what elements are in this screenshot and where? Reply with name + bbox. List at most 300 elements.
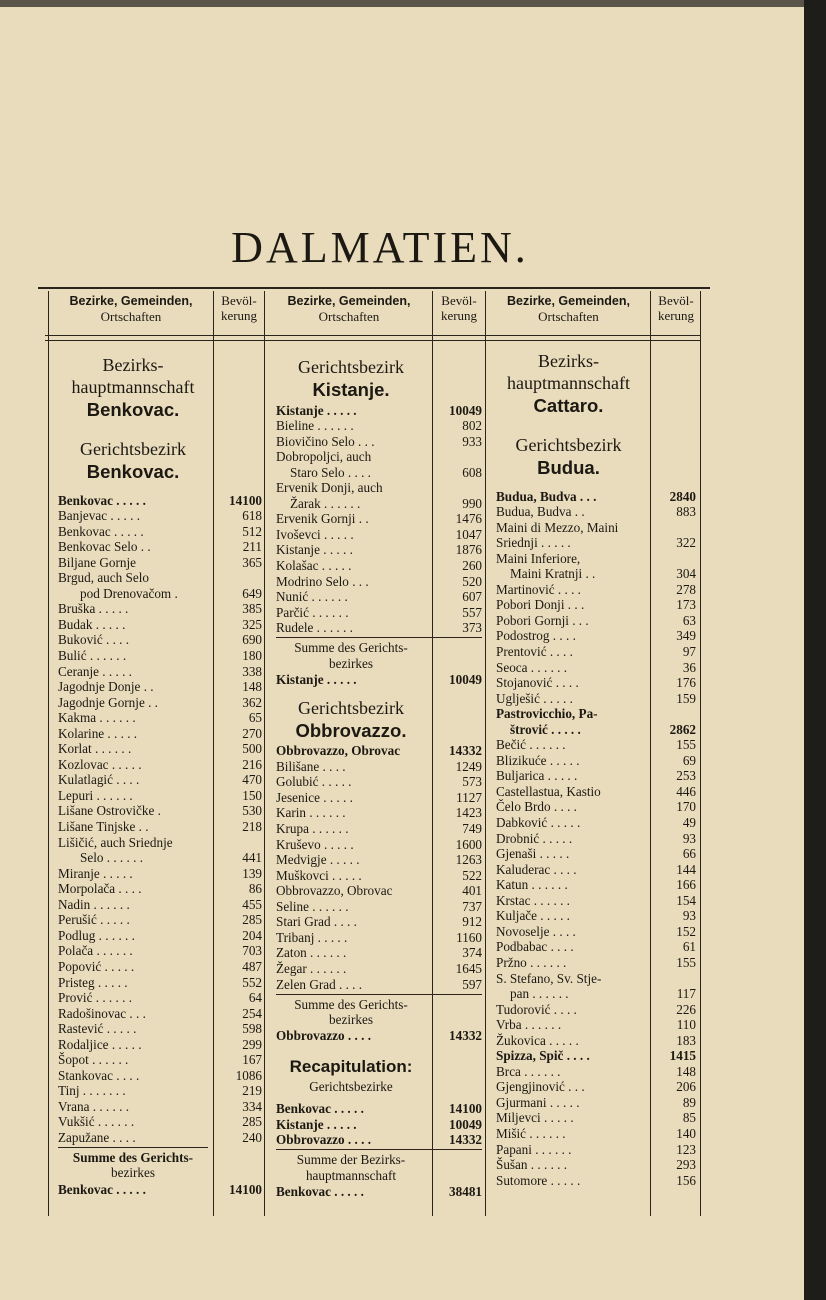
- table-row: [496, 612, 702, 628]
- place-name: Katun . . . . . .: [496, 877, 568, 893]
- population-value: 159: [676, 690, 696, 706]
- population-value: 608: [462, 464, 482, 480]
- sum-label: hauptmannschaft: [305, 1167, 397, 1183]
- place-name: Obbrovazzo . . . .: [276, 1132, 371, 1148]
- table-row: [58, 1052, 268, 1068]
- table-row: [58, 741, 268, 757]
- place-name: Buković . . . .: [58, 632, 130, 648]
- place-name: Castellastua, Kastio: [496, 783, 601, 799]
- population-value: 10049: [449, 402, 482, 418]
- population-value: 144: [676, 861, 696, 877]
- district-heading: hauptmannschaft: [71, 377, 195, 397]
- place-name: Parčić . . . . . .: [276, 604, 349, 620]
- table-row: [496, 1017, 702, 1033]
- population-value: 500: [242, 741, 262, 757]
- population-value: 512: [242, 523, 262, 539]
- population-value: 86: [248, 881, 262, 897]
- table-row: [58, 772, 268, 788]
- table-row: [496, 986, 702, 1002]
- population-value: 401: [462, 883, 482, 899]
- place-name: Bulić . . . . . .: [58, 648, 127, 664]
- table-row: [276, 1101, 488, 1117]
- place-name: Bieline . . . . . .: [276, 418, 354, 434]
- table-row: [58, 694, 268, 710]
- table-row: [496, 504, 702, 520]
- table-row: [276, 604, 488, 620]
- header-bottom-rule-2: [45, 340, 700, 341]
- population-value: 148: [242, 679, 262, 695]
- population-value: 69: [682, 752, 696, 768]
- population-value: 470: [242, 772, 262, 788]
- table-row: [496, 1032, 702, 1048]
- population-value: 293: [676, 1157, 696, 1173]
- table-row: [496, 877, 702, 893]
- population-value: 520: [462, 573, 482, 589]
- place-name: Nadin . . . . . .: [58, 896, 130, 912]
- place-name: Miljevci . . . . .: [496, 1110, 574, 1126]
- table-row: [496, 799, 702, 815]
- population-value: 649: [242, 585, 262, 601]
- place-name: Biljane Gornje: [58, 554, 137, 570]
- population-value: 93: [682, 830, 696, 846]
- population-value: 123: [676, 1141, 696, 1157]
- header-label: Bevöl-: [221, 293, 257, 308]
- place-name: Šušan . . . . . .: [496, 1157, 568, 1173]
- population-value: 14100: [449, 1101, 482, 1117]
- place-name: Zaton . . . . . .: [276, 945, 347, 961]
- population-value: 10049: [449, 1116, 482, 1132]
- sum-label: bezirkes: [329, 1012, 373, 1027]
- header-col1-name: [50, 293, 212, 324]
- place-name: Brgud, auch Selo: [58, 570, 149, 586]
- place-name: Gjenaši . . . . .: [496, 846, 570, 862]
- population-value: 446: [676, 783, 696, 799]
- population-value: 240: [242, 1129, 262, 1145]
- place-name: Sriednji . . . . .: [496, 535, 571, 551]
- place-name: Staro Selo . . . .: [290, 464, 371, 480]
- district-heading: Bezirks-: [538, 351, 599, 371]
- table-row: [276, 945, 488, 961]
- population-value: 140: [676, 1125, 696, 1141]
- place-name: Kistanje . . . . .: [276, 542, 353, 558]
- sum-value: 10049: [449, 671, 482, 687]
- place-name: Gjurmani . . . . .: [496, 1094, 580, 1110]
- header-label: Bezirke, Gemeinden,: [287, 294, 411, 308]
- place-name: Krstac . . . . . .: [496, 892, 570, 908]
- place-name: Kulatlagić . . . .: [58, 772, 140, 788]
- population-value: 1127: [456, 789, 482, 805]
- place-name: Novoselje . . . .: [496, 923, 576, 939]
- place-name: Medvigje . . . . .: [276, 852, 360, 868]
- population-value: 2840: [669, 488, 696, 504]
- place-name: Prović . . . . . .: [58, 990, 132, 1006]
- column-2: [276, 356, 488, 1199]
- place-name: Dabković . . . . .: [496, 815, 581, 831]
- population-value: 522: [462, 867, 482, 883]
- table-row: [496, 550, 702, 566]
- population-value: 204: [242, 927, 262, 943]
- table-row: [496, 721, 702, 737]
- population-value: 1086: [235, 1067, 262, 1083]
- place-name: Seoca . . . . . .: [496, 659, 568, 675]
- population-value: 65: [248, 710, 262, 726]
- table-row: [276, 511, 488, 527]
- sum-label: Summe des Gerichts-: [294, 640, 408, 656]
- sum-row: [276, 1028, 488, 1044]
- page-title: DALMATIEN.: [231, 223, 529, 272]
- table-row: [276, 852, 488, 868]
- place-name: Žegar . . . . . .: [276, 960, 347, 976]
- place-name: Žukovica . . . . .: [496, 1032, 579, 1048]
- table-row: [58, 912, 268, 928]
- table-row: [58, 1083, 268, 1099]
- table-row: [58, 585, 268, 601]
- header-sublabel: Ortschaften: [318, 309, 380, 324]
- book-spine-edge: [804, 0, 826, 1300]
- table-row: [58, 632, 268, 648]
- table-row: [58, 1067, 268, 1083]
- table-row: [58, 927, 268, 943]
- population-value: 349: [676, 628, 696, 644]
- place-name: Spizza, Spič . . . .: [496, 1048, 590, 1064]
- place-name: Benkovac . . . . .: [58, 523, 144, 539]
- table-row: [58, 834, 268, 850]
- place-name: Podbabac . . . .: [496, 939, 574, 955]
- table-row: [496, 706, 702, 722]
- place-name: Tudorović . . . .: [496, 1001, 577, 1017]
- place-name: Kruševo . . . . .: [276, 836, 354, 852]
- table-row: [276, 758, 488, 774]
- population-value: 170: [676, 799, 696, 815]
- population-value: 607: [462, 589, 482, 605]
- place-name: Jesenice . . . . .: [276, 789, 353, 805]
- place-name: Kakma . . . . . .: [58, 710, 136, 726]
- place-name: Kolarine . . . . .: [58, 725, 138, 741]
- table-row: [496, 628, 702, 644]
- population-value: 487: [242, 958, 262, 974]
- header-col2-pop: [433, 293, 485, 323]
- population-value: 304: [676, 566, 696, 582]
- population-value: 285: [242, 912, 262, 928]
- place-name: Pastrovicchio, Pa-: [496, 706, 598, 722]
- sum-label: bezirkes: [111, 1165, 155, 1181]
- place-name: Šopot . . . . . .: [58, 1052, 129, 1068]
- population-value: 990: [462, 495, 482, 511]
- place-name: Čelo Brdo . . . .: [496, 799, 577, 815]
- place-name: Morpolača . . . .: [58, 881, 142, 897]
- sum-rule: [276, 994, 482, 995]
- sum-row: [58, 1181, 268, 1197]
- header-label: Bezirke, Gemeinden,: [69, 294, 193, 308]
- table-row: [276, 960, 488, 976]
- place-name: Korlat . . . . . .: [58, 741, 132, 757]
- table-row: [496, 814, 702, 830]
- court-district-name: Obbrovazzo.: [295, 719, 407, 741]
- place-name: Podlug . . . . . .: [58, 927, 135, 943]
- table-row: [496, 659, 702, 675]
- population-value: 173: [676, 597, 696, 613]
- court-district-name: Kistanje.: [312, 379, 390, 400]
- population-value: 206: [676, 1079, 696, 1095]
- population-value: 455: [242, 896, 262, 912]
- district-name: Cattaro.: [533, 395, 604, 416]
- table-row: [276, 1132, 488, 1148]
- table-row: [58, 1036, 268, 1052]
- place-name: Biovičino Selo . . .: [276, 433, 375, 449]
- table-row: [276, 557, 488, 573]
- table-row: [58, 679, 268, 695]
- place-name: Vukšić . . . . . .: [58, 1114, 135, 1130]
- population-value: 253: [676, 768, 696, 784]
- place-name: Jagodnje Gornje . .: [58, 694, 158, 710]
- table-row: [58, 616, 268, 632]
- place-name: Karin . . . . . .: [276, 805, 346, 821]
- table-row: [276, 526, 488, 542]
- header-sublabel: Ortschaften: [538, 309, 599, 324]
- table-row: [496, 566, 702, 582]
- table-row: [496, 1079, 702, 1095]
- recapitulation-subheading: Gerichtsbezirke: [309, 1079, 393, 1095]
- header-col2-name: [266, 293, 432, 324]
- table-row: [276, 805, 488, 821]
- place-name: Ervenik Gornji . .: [276, 511, 369, 527]
- sum-rule: [276, 1149, 482, 1150]
- population-value: 49: [682, 815, 696, 831]
- table-row: [58, 787, 268, 803]
- population-value: 270: [242, 725, 262, 741]
- table-row: [496, 581, 702, 597]
- population-value: 597: [462, 976, 482, 992]
- population-value: 373: [462, 620, 482, 636]
- header-sublabel: kerung: [440, 308, 478, 323]
- table-row: [496, 1094, 702, 1110]
- place-name: Lepuri . . . . . .: [58, 787, 133, 803]
- table-row: [58, 818, 268, 834]
- place-name: Pobori Donji . . .: [496, 597, 585, 613]
- place-name: Sutomore . . . . .: [496, 1172, 581, 1188]
- header-bottom-rule: [45, 335, 700, 336]
- table-row: [496, 861, 702, 877]
- sum-row: [276, 671, 488, 687]
- table-row: [58, 756, 268, 772]
- place-name: Tinj . . . . . . .: [58, 1083, 126, 1099]
- population-value: 1600: [455, 836, 482, 852]
- table-row: [58, 554, 268, 570]
- place-name: Nunić . . . . . .: [276, 589, 348, 605]
- place-name: Lišičić, auch Sriednje: [58, 834, 173, 850]
- table-row: [496, 1157, 702, 1173]
- population-value: 1415: [669, 1048, 696, 1064]
- population-value: 365: [242, 554, 262, 570]
- place-name: Prentović . . . .: [496, 644, 573, 660]
- sum-label: Summe des Gerichts-: [294, 996, 408, 1012]
- top-rule: [38, 287, 710, 289]
- table-row: [496, 519, 702, 535]
- population-value: 1263: [455, 852, 482, 868]
- column-1: [58, 354, 268, 1197]
- sum-rule: [276, 637, 482, 638]
- population-value: 117: [676, 986, 696, 1002]
- place-name: Martinović . . . .: [496, 581, 581, 597]
- table-row: [496, 1110, 702, 1126]
- place-name: Tribanj . . . . .: [276, 929, 348, 945]
- population-value: 338: [242, 663, 262, 679]
- table-row: [496, 923, 702, 939]
- place-name: Stari Grad . . . .: [276, 914, 357, 930]
- population-value: 155: [676, 737, 696, 753]
- population-value: 322: [676, 535, 696, 551]
- population-value: 89: [682, 1094, 696, 1110]
- population-value: 385: [242, 601, 262, 617]
- table-row: [58, 725, 268, 741]
- place-name: Benkovac . . . . .: [58, 492, 146, 508]
- place-name: Selo . . . . . .: [80, 850, 144, 866]
- population-value: 573: [462, 774, 482, 790]
- population-value: 285: [242, 1114, 262, 1130]
- population-value: 150: [242, 787, 262, 803]
- table-row: [496, 1063, 702, 1079]
- population-value: 325: [242, 616, 262, 632]
- place-name: Golubić . . . . .: [276, 774, 352, 790]
- population-value: 1645: [455, 960, 482, 976]
- place-name: Lišane Tinjske . .: [58, 819, 149, 835]
- table-row: [496, 1141, 702, 1157]
- place-name: Kistanje . . . . .: [276, 402, 357, 418]
- population-value: 216: [242, 756, 262, 772]
- table-row: [276, 820, 488, 836]
- table-row: [58, 896, 268, 912]
- place-name: Kaluderac . . . .: [496, 861, 577, 877]
- table-row: [58, 570, 268, 586]
- place-name: Vrana . . . . . .: [58, 1098, 129, 1114]
- table-row: [276, 418, 488, 434]
- place-name: Kozlovac . . . . .: [58, 756, 142, 772]
- header-sublabel: kerung: [220, 308, 258, 323]
- population-value: 334: [242, 1098, 262, 1114]
- population-value: 176: [676, 675, 696, 691]
- place-name: Drobnić . . . . .: [496, 830, 573, 846]
- header-label: Bevöl-: [658, 293, 694, 308]
- population-value: 530: [242, 803, 262, 819]
- court-district-heading: Gerichtsbezirk: [298, 697, 404, 718]
- table-row: [58, 710, 268, 726]
- population-value: 183: [676, 1032, 696, 1048]
- table-row: [276, 867, 488, 883]
- place-name: Ivoševci . . . . .: [276, 526, 354, 542]
- table-row: [58, 850, 268, 866]
- court-district-name: Benkovac.: [86, 461, 180, 482]
- place-name: Vrba . . . . . .: [496, 1017, 562, 1033]
- table-row: [276, 976, 488, 992]
- place-name: Kuljače . . . . .: [496, 908, 570, 924]
- table-row: [276, 573, 488, 589]
- population-value: 66: [682, 846, 696, 862]
- header-sublabel: Ortschaften: [100, 309, 162, 324]
- table-row: [496, 970, 702, 986]
- population-value: 933: [462, 433, 482, 449]
- table-row: [276, 743, 488, 759]
- population-value: 219: [242, 1083, 262, 1099]
- population-value: 64: [248, 990, 262, 1006]
- place-name: Mišić . . . . . .: [496, 1125, 566, 1141]
- population-value: 226: [676, 1001, 696, 1017]
- table-row: [496, 1048, 702, 1064]
- table-row: [496, 783, 702, 799]
- sum-name: Benkovac . . . . .: [276, 1183, 364, 1199]
- place-name: štrović . . . . .: [510, 721, 581, 737]
- header-label: Bevöl-: [441, 293, 477, 308]
- district-name: Benkovac.: [86, 399, 180, 420]
- place-name: Buljarica . . . . .: [496, 768, 578, 784]
- table-row: [58, 663, 268, 679]
- recapitulation-heading: Recapitulation:: [289, 1057, 413, 1077]
- place-name: pod Drenovačom .: [80, 585, 178, 601]
- sum-row: [276, 1183, 488, 1199]
- population-value: 14100: [229, 492, 262, 508]
- table-row: [276, 589, 488, 605]
- place-name: Pristeg . . . . .: [58, 974, 128, 990]
- place-name: Pržno . . . . . .: [496, 954, 567, 970]
- population-value: 155: [676, 954, 696, 970]
- population-value: 36: [682, 659, 696, 675]
- place-name: Modrino Selo . . .: [276, 573, 369, 589]
- place-name: Seline . . . . . .: [276, 898, 349, 914]
- sum-name: Kistanje . . . . .: [276, 671, 357, 687]
- place-name: Ceranje . . . . .: [58, 663, 132, 679]
- table-row: [276, 898, 488, 914]
- table-row: [58, 1005, 268, 1021]
- population-value: 1249: [455, 758, 482, 774]
- table-row: [276, 1116, 488, 1132]
- place-name: Brca . . . . . .: [496, 1063, 561, 1079]
- place-name: Bruška . . . . .: [58, 601, 129, 617]
- place-name: pan . . . . . .: [510, 986, 569, 1002]
- place-name: Maini Inferiore,: [496, 550, 581, 566]
- header-col3-pop: [651, 293, 701, 323]
- table-row: [496, 908, 702, 924]
- population-value: 166: [676, 877, 696, 893]
- table-rows: [276, 402, 488, 635]
- population-value: 557: [462, 604, 482, 620]
- place-name: Rudele . . . . . .: [276, 620, 353, 636]
- population-value: 156: [676, 1172, 696, 1188]
- population-value: 260: [462, 558, 482, 574]
- place-name: Popović . . . . .: [58, 958, 135, 974]
- table-row: [58, 865, 268, 881]
- table-row: [496, 954, 702, 970]
- population-value: 278: [676, 581, 696, 597]
- place-name: Žarak . . . . . .: [290, 495, 361, 511]
- population-value: 2862: [669, 721, 696, 737]
- table-row: [496, 1001, 702, 1017]
- place-name: Bilišane . . . .: [276, 758, 346, 774]
- place-name: Banjevac . . . . .: [58, 508, 141, 524]
- population-value: 14332: [449, 1132, 482, 1148]
- table-row: [496, 488, 702, 504]
- place-name: Benkovac . . . . .: [276, 1101, 364, 1117]
- table-rows: [496, 488, 702, 1188]
- population-value: 374: [462, 945, 482, 961]
- population-value: 299: [242, 1036, 262, 1052]
- place-name: Ervenik Donji, auch: [276, 480, 383, 496]
- place-name: Zelen Grad . . . .: [276, 976, 363, 992]
- population-value: 912: [462, 914, 482, 930]
- place-name: Zapužane . . . .: [58, 1129, 136, 1145]
- population-value: 1476: [455, 511, 482, 527]
- table-row: [496, 939, 702, 955]
- population-value: 883: [676, 504, 696, 520]
- population-value: 690: [242, 632, 262, 648]
